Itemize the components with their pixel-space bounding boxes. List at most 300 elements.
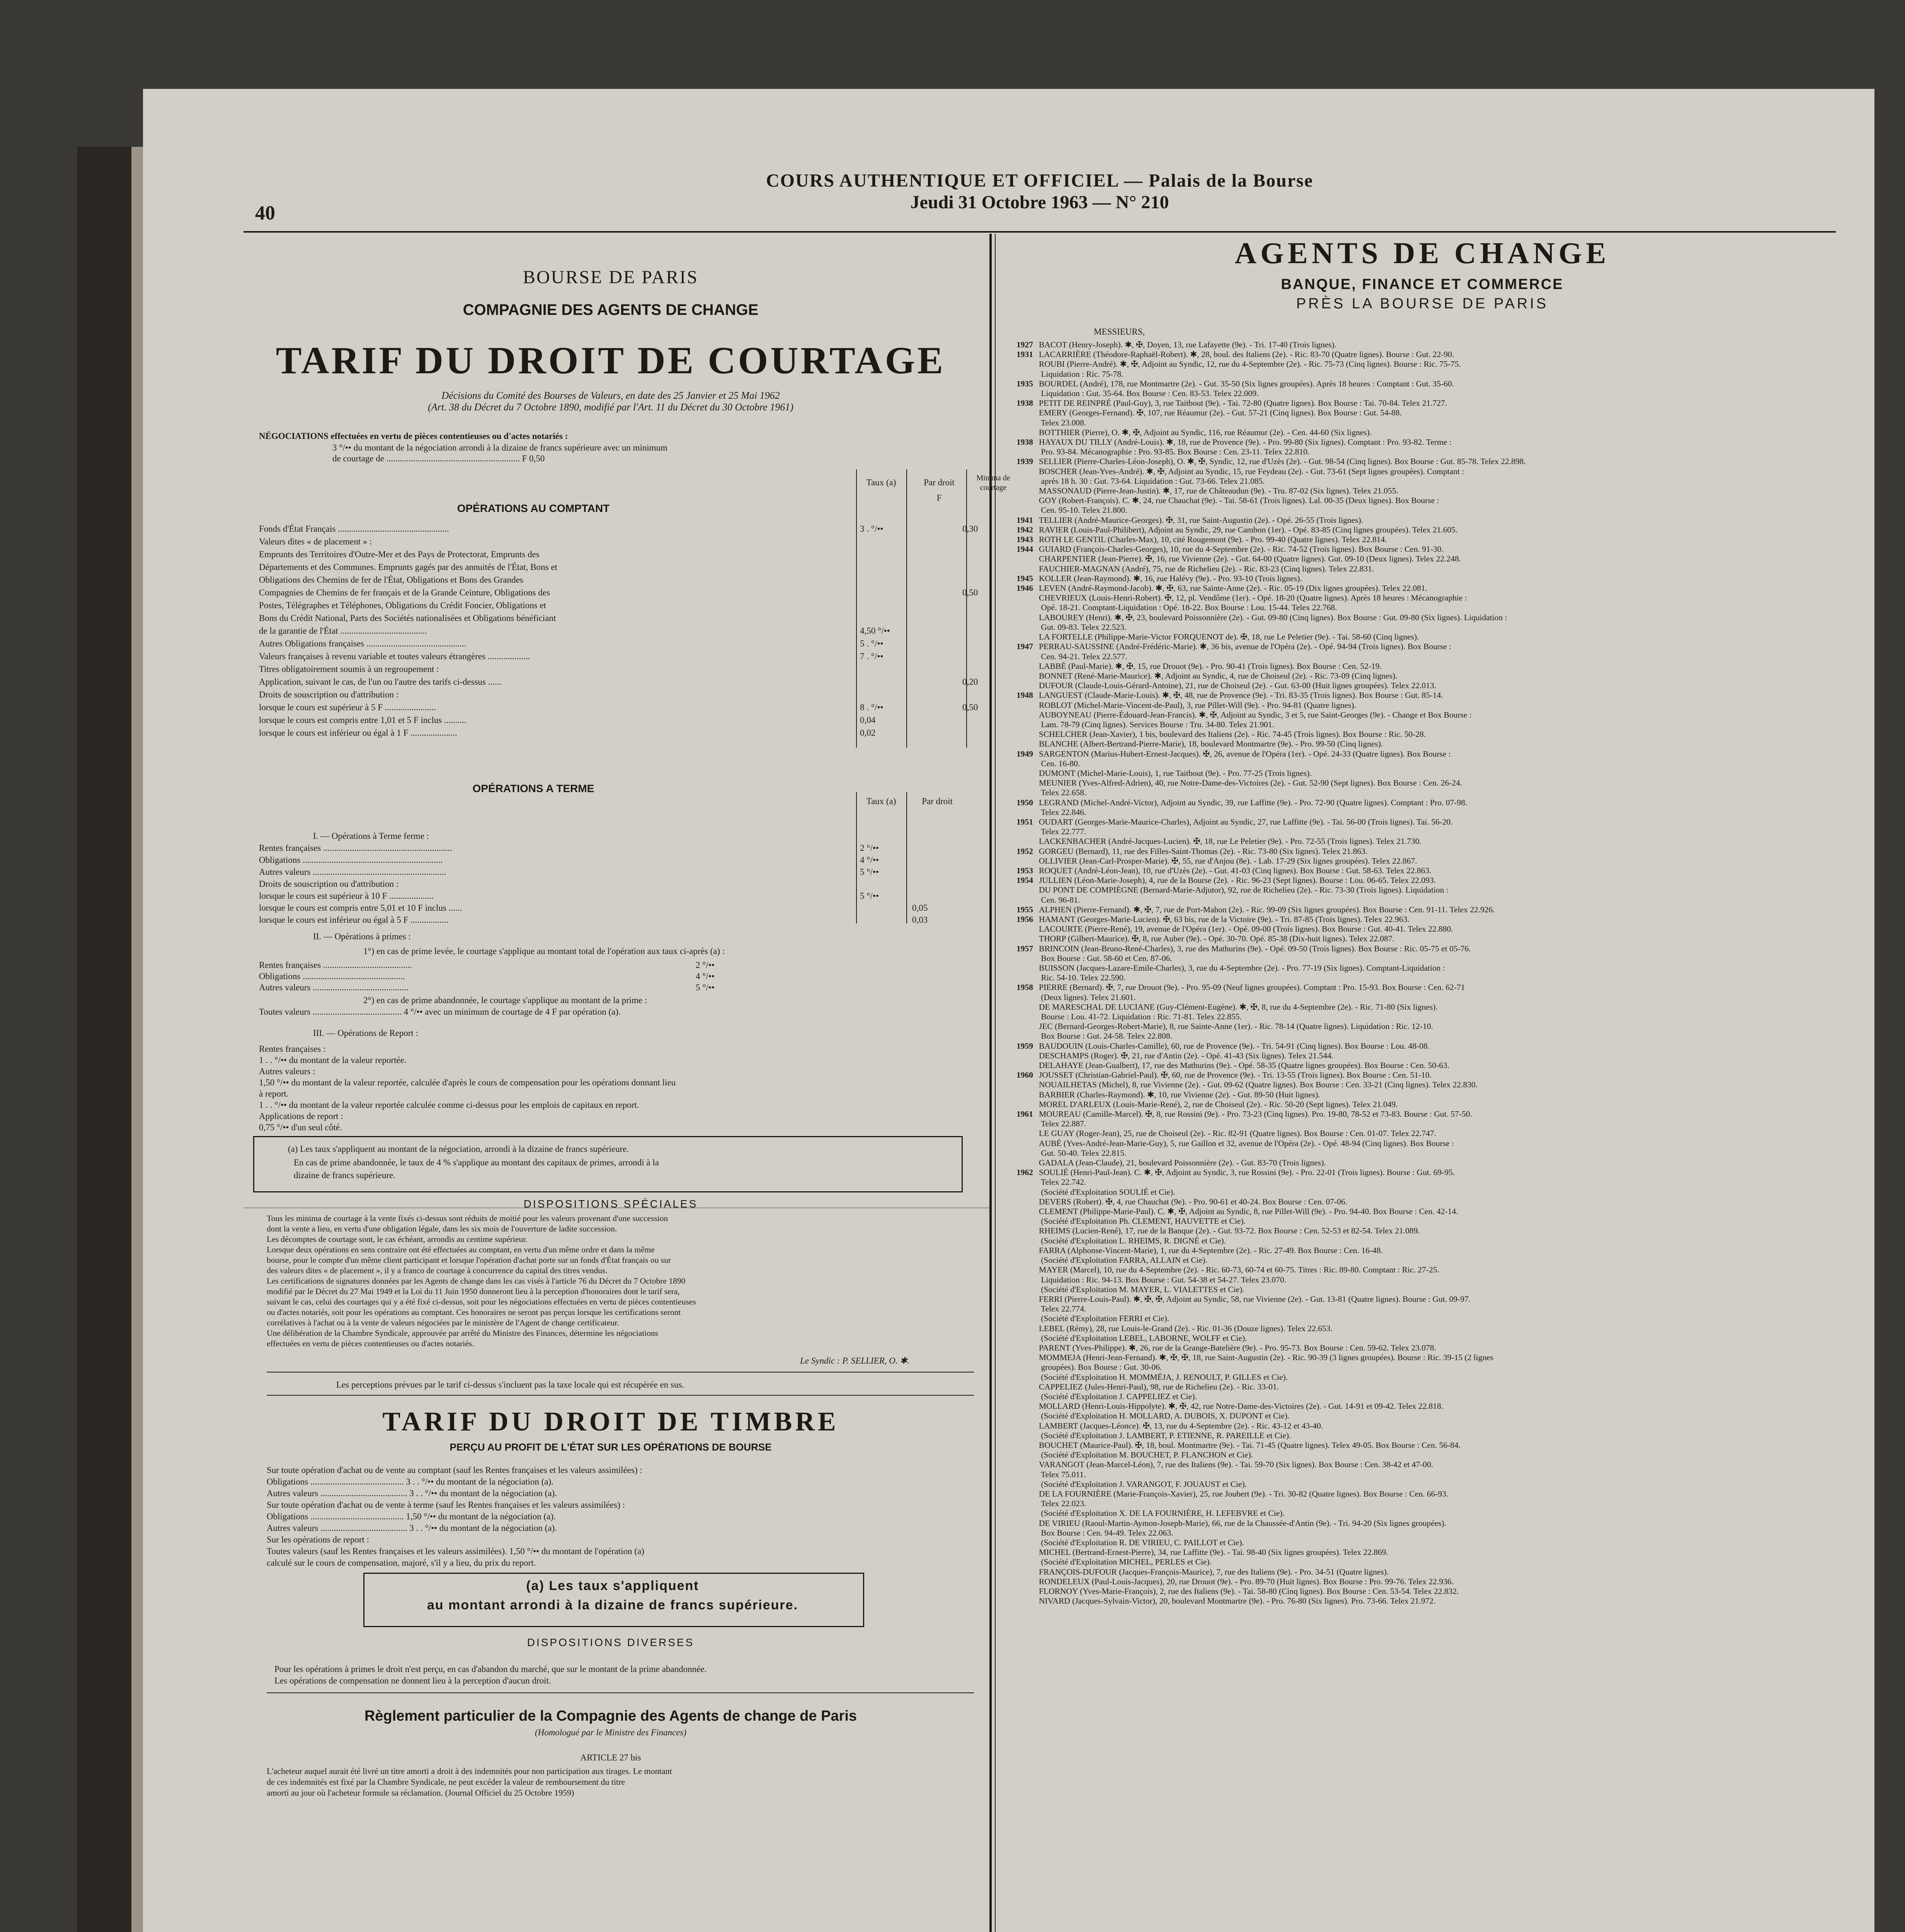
terme-row <box>259 867 978 879</box>
agent-entry <box>1016 1070 1836 1080</box>
comptant-row <box>259 562 978 575</box>
agent-text: DU PONT DE COMPIÈGNE (Bernard-Marie-Adjutor), 92, rue de Richelieu (2e). - Ric. 73-30 (Trois lignes). Liquidation : <box>1039 885 1449 895</box>
agent-text: ROQUET (André-Léon-Jean), 10, rue d'Uzès (2e). - Gut. 41-03 (Cinq lignes). Box Bourse : Gut. 58-63. Telex 22.863. <box>1039 866 1432 875</box>
negociations-line-2: de courtage de ............................................................ F 0,50 <box>332 454 545 463</box>
agent-entry <box>1016 701 1836 710</box>
agent-year: 1954 <box>1016 876 1033 885</box>
agent-text: JEC (Bernard-Georges-Robert-Marie), 8, rue Sainte-Anne (1er). - Ric. 78-14 (Quatre lignes). Liquidation : Ric. 12-10. <box>1039 1022 1433 1031</box>
agent-text: LA FORTELLE (Philippe-Marie-Victor FORQUENOT de). ✠, 18, rue Le Peletier (9e). - Tai. 58-60 (Cinq lignes). <box>1039 632 1419 642</box>
agent-entry <box>1016 739 1836 749</box>
timbre-line: Toutes valeurs (sauf les Rentes françaises et les valeurs assimilées). 1,50 °/•• du montant de l'opération (a) <box>267 1546 644 1556</box>
agent-text: (Société d'Exploitation Ph. CLEMENT, HAUVETTE et Cie). <box>1039 1216 1246 1226</box>
agent-entry <box>1016 1168 1836 1177</box>
timbre-line: Autres valeurs ....................................... 3 . . °/•• du montant de la négociation (a). <box>267 1523 557 1533</box>
agent-entry <box>1016 1197 1836 1207</box>
article-line: amorti au jour où l'acheteur formule sa réclamation. (Journal Officiel du 25 Octobre 1959) <box>267 1788 574 1798</box>
agent-text: (Société d'Exploitation X. DE LA FOURNIÈRE, H. LEFEBVRE et Cie). <box>1039 1509 1285 1518</box>
agent-entry <box>1016 1333 1836 1343</box>
agent-text: BUISSON (Jacques-Lazare-Emile-Charles), 3, rue du 4-Septembre (2e). - Pro. 77-19 (Six lignes). Comptant-Liquidation : <box>1039 963 1445 973</box>
comptant-label: Titres obligatoirement soumis à un regroupement : <box>259 664 439 674</box>
agent-entry <box>1016 1129 1836 1138</box>
primes-label: Autres valeurs ........................................... <box>259 983 409 992</box>
agent-text: GADALA (Jean-Claude), 21, boulevard Poissonnière (2e). - Gut. 83-70 (Trois lignes). <box>1039 1158 1326 1168</box>
dispositions-line: bourse, pour le compte d'un même client participant et lorsque l'opération d'achat porte sur un fonds d'État français ou sur <box>267 1255 671 1265</box>
agent-entry <box>1016 983 1836 992</box>
agent-year: 1931 <box>1016 350 1033 359</box>
agent-entry <box>1016 885 1836 895</box>
agent-entry <box>1016 749 1836 759</box>
agent-entry <box>1016 1509 1836 1518</box>
comptant-row <box>259 626 978 638</box>
agent-text: BOSCHER (Jean-Yves-André). ✱, ✠, Adjoint au Syndic, 15, rue Feydeau (2e). - Gut. 73-61 (Sept lignes groupées). Comptant : <box>1039 466 1464 476</box>
article-line: L'acheteur auquel aurait été livré un titre amorti a droit à des indemnités pour non participation aux tirages. Le montant <box>267 1766 672 1776</box>
agent-text: NOUAILHETAS (Michel), 8, rue Vivienne (2e). - Gut. 09-62 (Quatre lignes). Box Bourse : Cen. 33-21 (Cinq lignes). Telex 22.830. <box>1039 1080 1478 1090</box>
agent-entry <box>1016 1324 1836 1333</box>
agent-text: LACOURTE (Pierre-René), 19, avenue de l'Opéra (1er). - Opé. 09-00 (Trois lignes). Box Bourse : Gut. 40-41. Telex 22.880. <box>1039 924 1453 934</box>
comptant-row <box>259 728 978 740</box>
reglement-subtitle: (Homologué par le Ministre des Finances) <box>535 1728 686 1737</box>
agent-text: (Société d'Exploitation M. BOUCHET, P. FLANCHON et Cie). <box>1039 1450 1253 1460</box>
agent-year: 1938 <box>1016 398 1033 408</box>
agent-entry <box>1016 866 1836 876</box>
terme-taux: 5 °/•• <box>860 867 879 877</box>
tarif-timbre-text <box>267 1464 970 1569</box>
agent-entry <box>1016 1187 1836 1197</box>
agent-text: Cen. 95-10. Telex 21.800. <box>1039 505 1127 515</box>
agent-text: GOY (Robert-François). C. ✱, 24, rue Chauchat (9e). - Tai. 58-61 (Trois lignes). Lal. 00-35 (Deux lignes). Box Bourse : <box>1039 496 1439 505</box>
agent-entry <box>1016 1314 1836 1323</box>
agent-text: NIVARD (Jacques-Sylvain-Victor), 20, boulevard Montmartre (9e). - Pro. 76-80 (Six lignes). Pro. 73-66. Telex 21.972. <box>1039 1596 1436 1606</box>
agent-text: Ric. 54-10. Telex 22.590. <box>1039 973 1125 983</box>
agent-entry <box>1016 808 1836 817</box>
primes-table <box>259 960 978 993</box>
timbre-line: calculé sur le cours de compensation, majoré, s'il y a lieu, du prix du report. <box>267 1558 536 1568</box>
agent-entry <box>1016 457 1836 466</box>
terme-label: lorsque le cours est supérieur à 10 F .................... <box>259 891 434 901</box>
report-line: à report. <box>259 1089 289 1099</box>
note-a-2: En cas de prime abandonnée, le taux de 4 % s'applique au montant des capitaux de primes, arrondi à la <box>294 1158 659 1167</box>
agent-entry <box>1016 505 1836 515</box>
agents-subtitle-1: BANQUE, FINANCE ET COMMERCE <box>1281 276 1564 293</box>
agent-entry <box>1016 944 1836 954</box>
agent-text: BOUCHET (Maurice-Paul). ✠, 18, boul. Montmartre (9e). - Tai. 71-45 (Quatre lignes). Telex 49-05. Box Bourse : Cen. 56-84. <box>1039 1440 1461 1450</box>
agent-text: (Société d'Exploitation LEBEL, LABORNE, WOLFF et Cie). <box>1039 1333 1247 1343</box>
agent-text: LEGRAND (Michel-André-Victor), Adjoint au Syndic, 39, rue Laffitte (9e). - Pro. 72-90 (Quatre lignes). Comptant : Pro. 07-98. <box>1039 798 1467 807</box>
agent-entry <box>1016 1061 1836 1070</box>
divers-line: Les opérations de compensation ne donnent lieu à la perception d'aucun droit. <box>274 1676 551 1685</box>
bourse-heading: BOURSE DE PARIS <box>523 267 698 287</box>
agent-year: 1951 <box>1016 817 1033 827</box>
compagnie-heading: COMPAGNIE DES AGENTS DE CHANGE <box>463 301 759 318</box>
dispositions-diverses-text <box>274 1663 978 1687</box>
terme-col-par-droit: Par droit <box>922 796 953 806</box>
section-rule <box>267 1692 974 1693</box>
agent-text: Telex 75.011. <box>1039 1469 1086 1479</box>
agent-entry <box>1016 662 1836 671</box>
agent-text: LAMBERT (Jacques-Léonce). ✠, 13, rue du 4-Septembre (2e). - Ric. 43-12 et 43-40. <box>1039 1421 1323 1430</box>
agent-entry <box>1016 1519 1836 1528</box>
agents-de-change-title: AGENTS DE CHANGE <box>1234 236 1610 270</box>
agent-entry <box>1016 1528 1836 1538</box>
tarif-timbre-subtitle: PERÇU AU PROFIT DE L'ÉTAT SUR LES OPÉRATIONS DE BOURSE <box>449 1441 772 1453</box>
agent-entry <box>1016 369 1836 379</box>
agent-year: 1941 <box>1016 515 1033 525</box>
section-rule <box>267 1395 974 1396</box>
agent-entry <box>1016 428 1836 437</box>
header-rule <box>243 231 1836 233</box>
agent-text: ROUBI (Pierre-André). ✱, ✠, Adjoint au Syndic, 12, rue du 4-Septembre (2e). - Ric. 75-73 (Cinq lignes). Bourse : Ric. 75-75. <box>1039 359 1461 369</box>
terme-table <box>259 831 978 927</box>
agent-entry <box>1016 467 1836 476</box>
terme-row <box>259 903 978 915</box>
report-line: 1 . . °/•• du montant de la valeur reportée calculée comme ci-dessus pour les emplois de capitaux en report. <box>259 1100 639 1110</box>
primes-taux: 2 °/•• <box>696 960 715 970</box>
agent-entry <box>1016 622 1836 632</box>
syndic-signature: Le Syndic : P. SELLIER, O. ✱. <box>800 1356 910 1366</box>
agent-entry <box>1016 671 1836 681</box>
agent-text: DELAHAYE (Jean-Gualbert), 17, rue des Mathurins (9e). - Opé. 58-35 (Quatre lignes groupées). Box Bourse : Cen. 50-63. <box>1039 1061 1450 1070</box>
page-stack-edge <box>131 147 143 1932</box>
agent-entry <box>1016 1294 1836 1304</box>
agent-entry <box>1016 798 1836 808</box>
agent-entry <box>1016 564 1836 574</box>
agent-text: (Société d'Exploitation MICHEL, PERLES et Cie). <box>1039 1557 1212 1567</box>
agent-entry <box>1016 1548 1836 1557</box>
agent-text: Box Bourse : Cen. 94-49. Telex 22.063. <box>1039 1528 1173 1537</box>
agent-entry <box>1016 350 1836 359</box>
agent-entry <box>1016 963 1836 973</box>
dispositions-line: Les certifications de signatures données par les Agents de change dans les cas visés à l'article 76 du Décret du 7 Octobre 1890 <box>267 1276 686 1286</box>
agent-entry <box>1016 496 1836 505</box>
agent-entry <box>1016 1372 1836 1382</box>
agent-entry <box>1016 1285 1836 1294</box>
agent-text: (Société d'Exploitation SOULIÉ et Cie). <box>1039 1187 1175 1197</box>
agent-year: 1952 <box>1016 846 1033 856</box>
agent-entry <box>1016 905 1836 915</box>
dispositions-line: corrélatives à l'achat ou à la vente de valeurs négociées par le ministère de l'Agent de change certificateur. <box>267 1318 619 1327</box>
comptant-label: lorsque le cours est inférieur ou égal à 1 F ..................... <box>259 728 457 738</box>
agent-text: Opé. 18-21. Comptant-Liquidation : Opé. 18-22. Box Bourse : Lou. 15-44. Telex 22.768. <box>1039 603 1337 612</box>
agent-year: 1927 <box>1016 340 1033 349</box>
agent-text: AUBOYNEAU (Pierre-Édouard-Jean-Francis). ✱, ✠, Adjoint au Syndic, 3 et 5, rue Saint-Georges (9e). - Change et Box Bourse : <box>1039 710 1472 719</box>
agent-entry <box>1016 1246 1836 1255</box>
agent-entry <box>1016 642 1836 651</box>
terme-label: Droits de souscription ou d'attribution : <box>259 879 399 889</box>
agent-text: MASSONAUD (Pierre-Jean-Justin). ✱, 17, rue de Châteaudun (9e). - Tru. 87-02 (Six lignes). Telex 21.055. <box>1039 486 1398 496</box>
agent-text: CHEVRIEUX (Louis-Henri-Robert). ✠, 12, pl. Vendôme (1er). - Opé. 18-20 (Quatre lignes). Après 18 heures : Mécanographie : <box>1039 593 1467 603</box>
agent-entry <box>1016 759 1836 769</box>
primes-line-1: 1°) en cas de prime levée, le courtage s'applique au montant total de l'opération aux taux ci-après (a) : <box>363 946 725 956</box>
agent-text: BACOT (Henry-Joseph). ✱, ✠, Doyen, 13, rue Lafayette (9e). - Tri. 17-40 (Trois lignes). <box>1039 340 1336 349</box>
agent-year: 1944 <box>1016 544 1033 554</box>
agent-entry <box>1016 652 1836 662</box>
terme-taux: 2 °/•• <box>860 843 879 853</box>
agent-text: (Société d'Exploitation M. MAYER, L. VIALETTES et Cie). <box>1039 1284 1244 1294</box>
primes-line-2: 2°) en cas de prime abandonnée, le courtage s'applique au montant de la prime : <box>363 995 647 1005</box>
agent-text: Pro. 93-84. Mécanographie : Pro. 93-85. Box Bourse : Cen. 23-11. Telex 22.810. <box>1039 447 1310 457</box>
col-header-minima: Minima de courtage <box>976 474 1010 492</box>
dispositions-line: Les décomptes de courtage sont, le cas échéant, arrondis au centime supérieur. <box>267 1235 528 1244</box>
agent-entry <box>1016 389 1836 398</box>
primes-title: II. — Opérations à primes : <box>313 932 411 941</box>
agent-text: Box Bourse : Gut. 58-60 et Cen. 87-06. <box>1039 953 1172 963</box>
messieurs: MESSIEURS, <box>1094 327 1145 337</box>
primes-row <box>259 982 978 993</box>
agent-entry <box>1016 515 1836 525</box>
report-line: 1 . . °/•• du montant de la valeur reportée. <box>259 1055 407 1065</box>
agent-text: (Société d'Exploitation FERRI et Cie). <box>1039 1314 1170 1323</box>
agent-entry <box>1016 690 1836 700</box>
terme-row <box>259 855 978 867</box>
timbre-line: Sur toute opération d'achat ou de vente au comptant (sauf les Rentes françaises et les valeurs assimilées) : <box>267 1465 642 1475</box>
dispositions-line: dont la vente a lieu, en vertu d'une obligation légale, dans les six mois de l'ouverture de ladite succession. <box>267 1224 617 1233</box>
agent-text: (Société d'Exploitation H. MOMMÉJA, J. RENOULT, P. GILLES et Cie). <box>1039 1372 1288 1382</box>
agent-entry <box>1016 1148 1836 1158</box>
agent-year: 1948 <box>1016 690 1033 700</box>
agent-year: 1958 <box>1016 983 1033 992</box>
agent-entry <box>1016 710 1836 720</box>
agent-text: LABOUREY (Henri). ✱, ✠, 23, boulevard Poissonnière (2e). - Gut. 09-80 (Cinq lignes). Box Bourse : Gut. 09-80 (Six lignes). Liquidation : <box>1039 612 1507 622</box>
dispositions-diverses-title: DISPOSITIONS DIVERSES <box>527 1636 695 1648</box>
agent-text: (Société d'Exploitation H. MOLLARD, A. DUBOIS, X. DUPONT et Cie). <box>1039 1411 1290 1421</box>
agent-entry <box>1016 1440 1836 1450</box>
agent-text: MOMMEJA (Henri-Jean-Fernand). ✱, ✠, ✠, 18, rue Saint-Augustin (2e). - Ric. 90-39 (3 lignes groupées). Bourse : Ric. 39-15 (2 lignes <box>1039 1353 1494 1362</box>
timbre-line: Sur toute opération d'achat ou de vente à terme (sauf les Rentes françaises et les valeurs assimilées) : <box>267 1500 625 1510</box>
agent-entry <box>1016 915 1836 924</box>
comptant-taux: 0,04 <box>860 715 876 725</box>
comptant-row <box>259 651 978 664</box>
agent-text: MOREL D'ARLEUX (Louis-Marie-René), 2, rue de Choiseul (2e). - Ric. 50-20 (Sept lignes). Telex 21.049. <box>1039 1099 1398 1109</box>
agent-text: LABBÉ (Paul-Marie). ✱, ✠, 15, rue Drouot (9e). - Pro. 90-41 (Trois lignes). Box Bourse : Cen. 52-19. <box>1039 661 1382 671</box>
terme-row <box>259 891 978 903</box>
timbre-line: Obligations .......................................... 3 . . °/•• du montant de la négociation (a). <box>267 1477 554 1486</box>
terme-label: I. — Opérations à Terme ferme : <box>313 831 429 841</box>
agent-year: 1943 <box>1016 535 1033 544</box>
agent-text: Bourse : Lou. 41-72. Liquidation : Ric. 71-81. Telex 22.855. <box>1039 1012 1242 1022</box>
agent-text: FERRI (Pierre-Louis-Paul). ✱, ✠, ✠, Adjoint au Syndic, 58, rue Vivienne (2e). - Gut. 13-81 (Quatre lignes). Bourse : Gut. 09-97. <box>1039 1294 1471 1304</box>
agent-text: FAUCHIER-MAGNAN (André), 75, rue de Richelieu (2e). - Ric. 83-23 (Cinq lignes). Telex 22.831. <box>1039 564 1374 573</box>
agent-entry <box>1016 1431 1836 1440</box>
primes-line-2b: Toutes valeurs ........................................ 4 °/•• avec un minimum de courtage de 4 F par opération (a). <box>259 1007 621 1017</box>
agent-text: RONDELEUX (Paul-Louis-Jacques), 20, rue Drouot (9e). - Pro. 89-70 (Huit lignes). Box Bourse : Pro. 99-76. Telex 22.936. <box>1039 1577 1454 1586</box>
agent-text: (Société d'Exploitation FARRA, ALLAIN et Cie). <box>1039 1255 1207 1265</box>
agent-entry <box>1016 593 1836 603</box>
comptant-label: lorsque le cours est supérieur à 5 F ....................... <box>259 702 436 712</box>
agent-entry <box>1016 1265 1836 1275</box>
comptant-taux: 3 . °/•• <box>860 524 884 534</box>
agent-entry <box>1016 340 1836 350</box>
agent-entry <box>1016 1421 1836 1431</box>
dispositions-line: Lorsque deux opérations en sens contraire ont été effectuées au comptant, en vertu d'un même ordre et dans la même <box>267 1245 655 1254</box>
agent-year: 1945 <box>1016 573 1033 583</box>
agent-text: Liquidation : Ric. 94-13. Box Bourse : Gut. 54-38 et 54-27. Telex 23.070. <box>1039 1275 1287 1284</box>
agent-entry <box>1016 1470 1836 1480</box>
timbre-line: Sur les opérations de report : <box>267 1535 369 1544</box>
timbre-line: Obligations .......................................... 1,50 °/•• du montant de la négociation (a). <box>267 1512 556 1521</box>
agent-text: ROBLOT (Michel-Marie-Vincent-de-Paul), 3, rue Pillet-Will (9e). - Pro. 94-81 (Quatre lignes). <box>1039 700 1356 710</box>
report-line: Autres valeurs : <box>259 1066 315 1076</box>
agent-text: BLANCHE (Albert-Bertrand-Pierre-Marie), 18, boulevard Montmartre (9e). - Pro. 99-50 (Cinq lignes). <box>1039 739 1383 749</box>
agent-text: Telex 23.008. <box>1039 418 1086 427</box>
comptant-label: Valeurs dites « de placement » : <box>259 537 372 546</box>
agent-entry <box>1016 379 1836 389</box>
agent-text: THORP (Gilbert-Maurice). ✠, 8, rue Auber (9e). - Opé. 30-70. Opé. 85-38 (Dix-huit lignes). Telex 22.087. <box>1039 934 1394 944</box>
comptant-label: Application, suivant le cas, de l'un ou l'autre des tarifs ci-dessus ...... <box>259 677 502 687</box>
comptant-row <box>259 613 978 626</box>
agent-text: BRINCOIN (Jean-Bruno-René-Charles), 3, rue des Mathurins (9e). - Opé. 09-50 (Trois lignes). Box Bourse : Ric. 05-75 et 05-76. <box>1039 944 1471 953</box>
terme-label: lorsque le cours est compris entre 5,01 et 10 F inclus ...... <box>259 903 462 913</box>
terme-row <box>259 915 978 927</box>
agent-text: PETIT DE REINPRÉ (Paul-Guy), 3, rue Taitbout (9e). - Tai. 72-80 (Quatre lignes). Box Bourse : Tai. 70-84. Telex 21.727. <box>1039 398 1447 408</box>
comptant-label: Compagnies de Chemins de fer français et de la Grande Ceinture, Obligations des <box>259 588 550 597</box>
agent-text: DESCHAMPS (Roger). ✠, 21, rue d'Antin (2e). - Opé. 41-43 (Six lignes). Telex 21.544. <box>1039 1051 1334 1060</box>
comptant-minimum: 0,30 <box>962 524 978 534</box>
agent-text: Cen. 16-80. <box>1039 759 1080 768</box>
agent-text: FRANÇOIS-DUFOUR (Jacques-François-Maurice), 7, rue des Italiens (9e). - Pro. 34-51 (Quatre lignes). <box>1039 1567 1389 1577</box>
report-title: III. — Opérations de Report : <box>313 1028 419 1038</box>
agent-text: GUIARD (François-Charles-Georges), 10, rue du 4-Septembre (2e). - Ric. 74-52 (Trois lignes). Box Bourse : Cen. 91-30. <box>1039 544 1444 554</box>
agent-text: Gut. 09-83. Telex 22.523. <box>1039 622 1127 632</box>
agent-entry <box>1016 1401 1836 1411</box>
agent-text: (Société d'Exploitation J. LAMBERT, P. ETIENNE, R. PAREILLE et Cie). <box>1039 1430 1291 1440</box>
agent-year: 1939 <box>1016 457 1033 466</box>
agent-text: Telex 22.846. <box>1039 807 1086 817</box>
agent-entry <box>1016 788 1836 798</box>
dispositions-line: suivant le cas, celui des courtages qui y a été fixé ci-dessus, soit pour les négociations effectuées en vertu de pièces contentieuses <box>267 1297 696 1306</box>
agent-text: OUDART (Georges-Marie-Maurice-Charles), Adjoint au Syndic, 27, rue Laffitte (9e). - Tai. 56-00 (Trois lignes). Tai. 56-20. <box>1039 817 1453 827</box>
agent-entry <box>1016 1275 1836 1285</box>
terme-label: lorsque le cours est inférieur ou égal à 5 F ................. <box>259 915 448 925</box>
agent-text: LACKENBACHER (André-Jacques-Lucien). ✠, 18, rue Le Peletier (9e). - Pro. 72-55 (Trois lignes). Telex 21.730. <box>1039 837 1422 846</box>
agent-text: LANGUEST (Claude-Marie-Louis). ✱, ✠, 48, rue de Provence (9e). - Tri. 83-35 (Trois lignes). Box Bourse : Gut. 85-14. <box>1039 690 1443 700</box>
terme-title: OPÉRATIONS A TERME <box>472 782 594 794</box>
agent-entry <box>1016 447 1836 457</box>
agent-text: PERRAU-SAUSSINE (André-Frédéric-Marie). ✱, 36 bis, avenue de l'Opéra (2e). - Opé. 94-94 (Trois lignes). Box Bourse : <box>1039 642 1452 651</box>
agent-text: JULLIEN (Léon-Marie-Joseph), 4, rue de la Bourse (2e). - Ric. 96-23 (Sept lignes). Bourse : Lou. 06-65. Telex 22.093. <box>1039 876 1436 885</box>
comptant-row <box>259 536 978 549</box>
agent-entry <box>1016 1567 1836 1577</box>
comptant-row <box>259 689 978 702</box>
agent-entry <box>1016 359 1836 369</box>
agent-entry <box>1016 730 1836 739</box>
terme-label: Rentes françaises .......................................................... <box>259 843 452 853</box>
agent-text: SARGENTON (Marius-Hubert-Ernest-Jacques). ✠, 26, avenue de l'Opéra (1er). - Opé. 24-33 (Quatre lignes). Box Bourse : <box>1039 749 1451 759</box>
agent-entry <box>1016 554 1836 564</box>
agent-text: PIERRE (Bernard). ✠, 7, rue Drouot (9e). - Pro. 95-09 (Neuf lignes groupées). Comptant : Pro. 15-93. Box Bourse : Cen. 62-71 <box>1039 983 1465 992</box>
agent-entry <box>1016 1411 1836 1421</box>
agent-entry <box>1016 720 1836 730</box>
col-header-f: F <box>936 493 942 503</box>
tarif-timbre-title: TARIF DU DROIT DE TIMBRE <box>382 1407 839 1437</box>
agent-entry <box>1016 876 1836 885</box>
agent-text: Cen. 94-21. Telex 22.577. <box>1039 651 1127 661</box>
agent-entry <box>1016 476 1836 486</box>
article-heading: ARTICLE 27 bis <box>580 1753 641 1762</box>
agent-text: Telex 22.777. <box>1039 827 1086 837</box>
report-lines <box>259 1043 978 1133</box>
comptant-row <box>259 715 978 728</box>
agent-entry <box>1016 1255 1836 1265</box>
agent-text: BONNET (René-Marie-Maurice). ✱, Adjoint au Syndic, 4, rue de Choiseul (2e). - Ric. 73-09 (Cinq lignes). <box>1039 671 1398 680</box>
agent-text: Box Bourse : Gut. 24-58. Telex 22.808. <box>1039 1031 1173 1041</box>
agent-year: 1950 <box>1016 798 1033 807</box>
comptant-minimum: 0,50 <box>962 702 978 712</box>
report-line: 0,75 °/•• d'un seul côté. <box>259 1122 342 1132</box>
agent-entry <box>1016 1216 1836 1226</box>
agent-year: 1962 <box>1016 1168 1033 1177</box>
agent-text: (Société d'Exploitation J. CAPPELIEZ et Cie). <box>1039 1391 1197 1401</box>
agent-text: Gut. 50-40. Telex 22.815. <box>1039 1148 1127 1158</box>
agent-text: DE VIRIEU (Raoul-Martin-Aymon-Joseph-Marie), 66, rue de la Chaussée-d'Antin (9e). - Tri. 94-20 (Six lignes groupées). <box>1039 1518 1447 1528</box>
comptant-minimum: 0,20 <box>962 677 978 687</box>
agent-entry <box>1016 817 1836 827</box>
agent-text: BARBIER (Charles-Raymond). ✱, 10, rue Vivienne (2e). - Gut. 89-50 (Huit lignes). <box>1039 1090 1320 1099</box>
agent-entry <box>1016 1587 1836 1596</box>
agent-entry <box>1016 1051 1836 1061</box>
note-a-1: (a) Les taux s'appliquent au montant de la négociation, arrondi à la dizaine de francs supérieure. <box>288 1144 629 1154</box>
agent-entry <box>1016 934 1836 944</box>
agent-entry <box>1016 398 1836 408</box>
primes-taux: 5 °/•• <box>696 983 715 992</box>
agents-subtitle-2: PRÈS LA BOURSE DE PARIS <box>1296 296 1549 312</box>
agents-list <box>1016 340 1836 1606</box>
comptant-label: Valeurs françaises à revenu variable et toutes valeurs étrangères ................... <box>259 651 530 661</box>
agent-entry <box>1016 1041 1836 1051</box>
divers-line: Pour les opérations à primes le droit n'est perçu, en cas d'abandon du marché, que sur le montant de la prime abandonnée. <box>274 1664 707 1674</box>
agent-text: MEUNIER (Yves-Alfred-Adrien), 40, rue Notre-Dame-des-Victoires (2e). - Gut. 52-90 (Sept lignes). Box Bourse : Cen. 26-24. <box>1039 778 1462 788</box>
agent-text: ALPHEN (Pierre-Fernand). ✱, ✠, 7, rue de Port-Mahon (2e). - Ric. 99-09 (Six lignes groupées). Box Bourse : Cen. 91-11. Telex 22.926. <box>1039 905 1495 914</box>
terme-col-taux: Taux (a) <box>866 796 896 806</box>
agent-entry <box>1016 1382 1836 1392</box>
agent-year: 1938 <box>1016 437 1033 447</box>
agent-entry <box>1016 1362 1836 1372</box>
agent-text: OLLIVIER (Jean-Carl-Prosper-Marie). ✠, 55, rue d'Anjou (8e). - Lab. 17-29 (Six lignes groupées). Telex 22.867. <box>1039 856 1417 866</box>
report-line: Applications de report : <box>259 1111 343 1121</box>
agent-year: 1961 <box>1016 1109 1033 1119</box>
right-column <box>1009 236 1836 1932</box>
agent-text: BAUDOUIN (Louis-Charles-Camille), 60, rue de Provence (9e). - Tri. 54-91 (Cinq lignes). Box Bourse : Lou. 48-08. <box>1039 1041 1430 1051</box>
agent-text: RAVIER (Louis-Paul-Philibert), Adjoint au Syndic, 29, rue Cambon (1er). - Opé. 83-85 (Cinq lignes groupées). Telex 21.605. <box>1039 525 1458 534</box>
agent-entry <box>1016 574 1836 583</box>
agent-text: ROTH LE GENTIL (Charles-Max), 10, cité Rougemont (9e). - Pro. 99-40 (Quatre lignes). Telex 22.814. <box>1039 535 1387 544</box>
agent-year: 1942 <box>1016 525 1033 534</box>
agent-year: 1953 <box>1016 866 1033 875</box>
agent-text: Telex 22.887. <box>1039 1119 1086 1129</box>
note-a-3: dizaine de francs supérieure. <box>294 1170 396 1180</box>
agent-entry <box>1016 1158 1836 1168</box>
perceptions-note: Les perceptions prévues par le tarif ci-dessus s'incluent pas la taxe locale qui est récupérée en sus. <box>336 1380 684 1389</box>
comptant-row <box>259 524 978 536</box>
agent-entry <box>1016 924 1836 934</box>
terme-label: Obligations ............................................................... <box>259 855 443 865</box>
comptant-label: de la garantie de l'État ....................................... <box>259 626 427 636</box>
agent-entry <box>1016 681 1836 690</box>
agent-text: LEBEL (Rémy), 28, rue Louis-le-Grand (2e). - Ric. 01-36 (Douze lignes). Telex 22.653. <box>1039 1323 1333 1333</box>
agent-text: Liquidation : Gut. 35-64. Box Bourse : Cen. 83-53. Telex 22.009. <box>1039 389 1259 398</box>
agent-text: KOLLER (Jean-Raymond). ✱, 16, rue Halévy (9e). - Pro. 93-10 (Trois lignes). <box>1039 573 1302 583</box>
agent-entry <box>1016 1538 1836 1548</box>
timbre-line: Autres valeurs ....................................... 3 . . °/•• du montant de la négociation (a). <box>267 1488 557 1498</box>
report-line: Rentes françaises : <box>259 1044 326 1054</box>
agent-text: AUBÉ (Yves-André-Jean-Marie-Guy), 5, rue Gaillon et 32, avenue de l'Opéra (2e). - Opé. 48-94 (Cinq lignes). Box Bourse : <box>1039 1138 1454 1148</box>
agent-entry <box>1016 1499 1836 1509</box>
agent-text: DE MARESCHAL DE LUCIANE (Guy-Clément-Eugène). ✱, ✠, 8, rue du 4-Septembre (2e). - Ric. 71-80 (Six lignes). <box>1039 1002 1438 1012</box>
agent-entry <box>1016 1353 1836 1362</box>
agent-text: LACARRIÈRE (Théodore-Raphaël-Robert). ✱, 28, boul. des Italiens (2e). - Ric. 83-70 (Quatre lignes). Bourse : Gut. 22-90. <box>1039 350 1454 359</box>
comptant-label: Autres Obligations françaises ............................................. <box>259 639 466 648</box>
agent-entry <box>1016 1596 1836 1606</box>
agent-text: CHARPENTIER (Jean-Pierre). ✠, 16, rue Vivienne (2e). - Gut. 64-00 (Quatre lignes). Gut. 09-10 (Deux lignes). Telex 22.248. <box>1039 554 1461 564</box>
